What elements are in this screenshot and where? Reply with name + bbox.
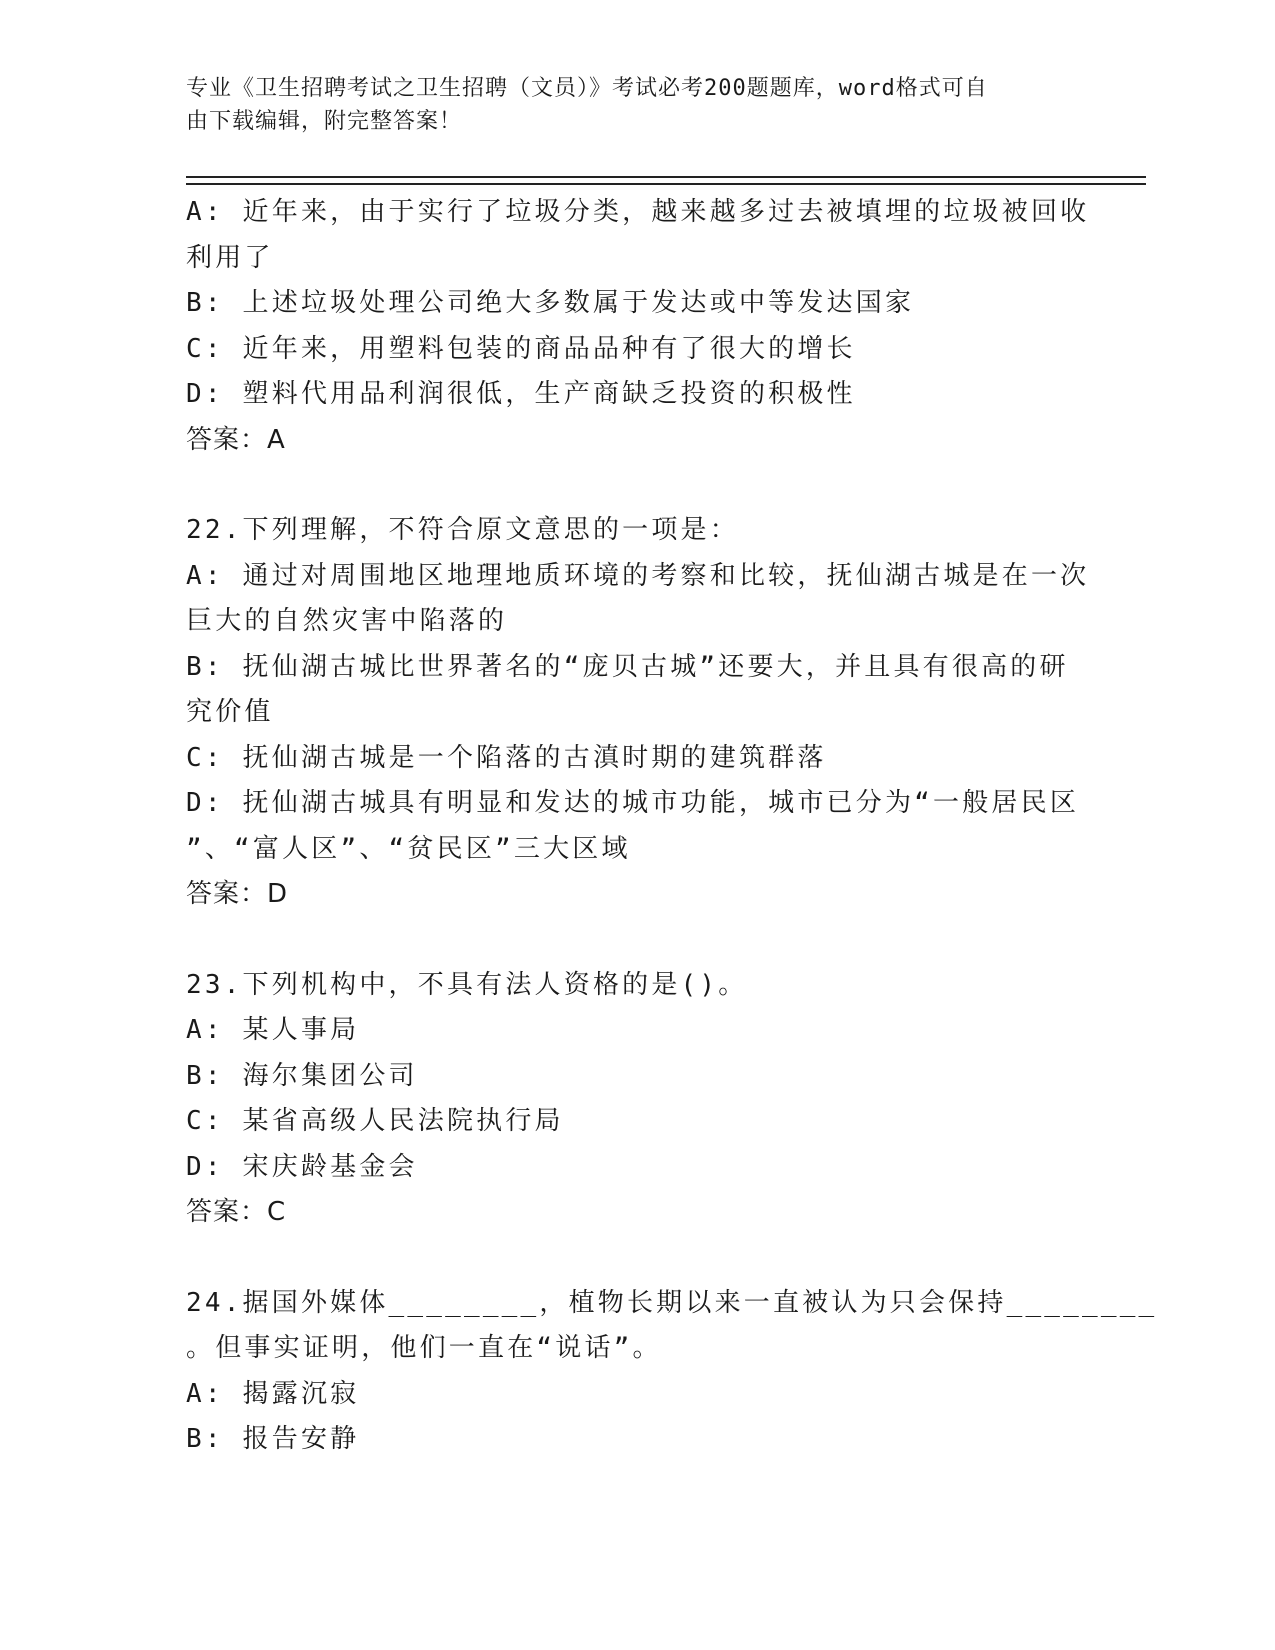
option-d: D: 抚仙湖古城具有明显和发达的城市功能，城市已分为“一般居民区 (186, 788, 1080, 818)
question-21 (186, 190, 1090, 463)
header-line-1: 专业《卫生招聘考试之卫生招聘（文员）》考试必考200题题库，word格式可自 (186, 76, 988, 101)
answer-line: 答案：C (186, 1197, 287, 1227)
header-divider-top (186, 176, 1146, 178)
header-line-2: 由下载编辑，附完整答案！ (186, 109, 463, 134)
option-c: C: 抚仙湖古城是一个陷落的古滇时期的建筑群落 (186, 742, 827, 773)
spacer (186, 918, 1066, 963)
option-d-continued: ”、“富人区”、“贫民区”三大区域 (186, 833, 631, 864)
option-a: A: 某人事局 (186, 1015, 360, 1045)
option-a: A: 通过对周围地区地理地质环境的考察和比较，抚仙湖古城是在一次 (186, 560, 1090, 591)
question-stem: 24.据国外媒体________，植物长期以来一直被认为只会保持________ (186, 1287, 1158, 1318)
question-23 (186, 963, 1066, 1236)
answer-line: 答案：A (186, 424, 286, 455)
option-a-continued: 利用了 (186, 242, 274, 273)
option-b: B: 报告安静 (186, 1424, 360, 1454)
option-c: C: 某省高级人民法院执行局 (186, 1106, 564, 1136)
question-stem: 22.下列理解，不符合原文意思的一项是： (186, 515, 739, 545)
option-d: D: 宋庆龄基金会 (186, 1151, 418, 1182)
question-24 (186, 1281, 1158, 1463)
header-divider-bottom (186, 183, 1146, 185)
option-d: D: 塑料代用品利润很低，生产商缺乏投资的积极性 (186, 379, 856, 409)
option-c: C: 近年来，用塑料包装的商品品种有了很大的增长 (186, 333, 856, 364)
option-b: B: 上述垃圾处理公司绝大多数属于发达或中等发达国家 (186, 288, 915, 318)
option-b: B: 抚仙湖古城比世界著名的“庞贝古城”还要大，并且具有很高的研 (186, 651, 1069, 682)
question-22 (186, 508, 1090, 918)
option-a: A: 揭露沉寂 (186, 1378, 360, 1409)
spacer (186, 463, 1066, 508)
question-stem-continued: 。但事实证明，他们一直在“说话”。 (186, 1333, 662, 1363)
option-b: B: 海尔集团公司 (186, 1060, 418, 1091)
option-b-continued: 究价值 (186, 697, 274, 727)
question-stem: 23.下列机构中，不具有法人资格的是()。 (186, 969, 748, 1000)
option-a: A: 近年来，由于实行了垃圾分类，越来越多过去被填埋的垃圾被回收 (186, 197, 1090, 227)
answer-line: 答案：D (186, 879, 289, 909)
question-list (186, 190, 1158, 1463)
option-a-continued: 巨大的自然灾害中陷落的 (186, 606, 508, 636)
document-header (186, 72, 1066, 138)
spacer (186, 1236, 1066, 1281)
